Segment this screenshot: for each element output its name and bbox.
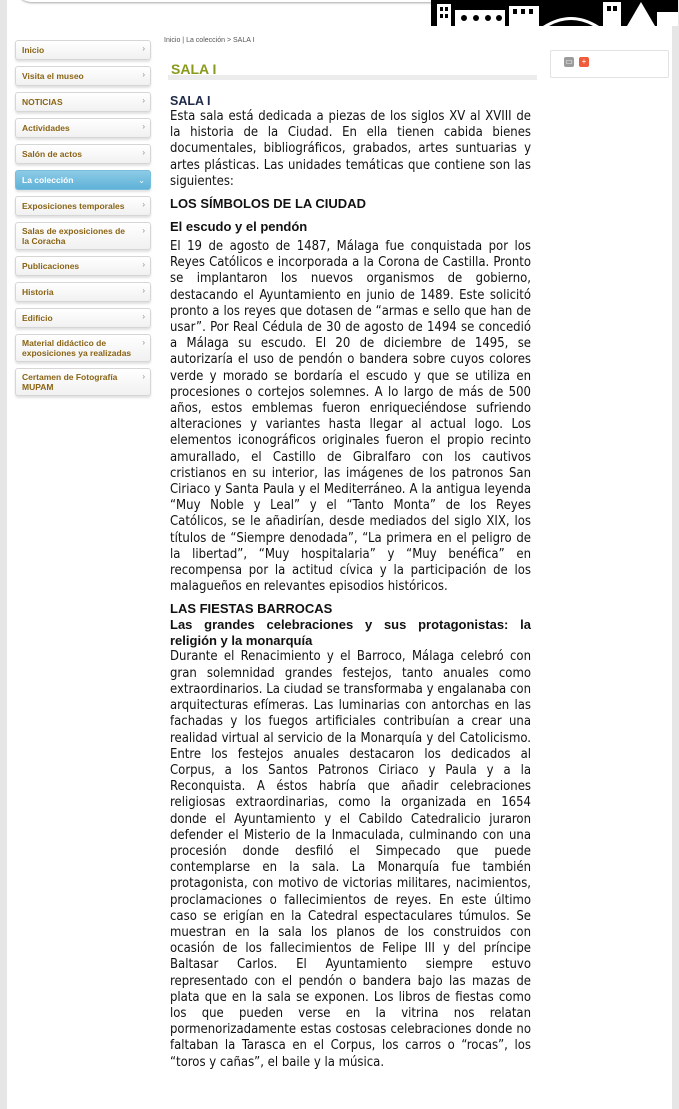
sidebar-item-label: Historia — [22, 287, 54, 297]
chevron-right-icon: › — [142, 226, 145, 235]
breadcrumb-current: SALA I — [233, 37, 255, 44]
sidebar-item-label: Publicaciones — [22, 261, 80, 271]
plus-icon[interactable]: + — [579, 57, 589, 67]
sidebar-item-label: Material didáctico de exposiciones ya realizadas — [22, 338, 132, 358]
sidebar-item-publicaciones[interactable] — [15, 256, 151, 276]
section-subtitle-escudo: El escudo y el pendón — [170, 219, 308, 235]
chevron-down-icon: ⌄ — [138, 176, 145, 185]
sidebar-item-label: Inicio — [22, 45, 45, 55]
sidebar-item-exposiciones[interactable] — [15, 196, 151, 216]
sidebar-item-material[interactable] — [15, 334, 151, 362]
share-tools — [550, 50, 669, 78]
chevron-right-icon: › — [142, 286, 145, 295]
page-title: SALA I — [171, 61, 217, 77]
sidebar-item-coleccion[interactable] — [15, 170, 151, 190]
sidebar-item-salon[interactable] — [15, 144, 151, 164]
breadcrumb-collection-link[interactable]: La colección — [186, 37, 225, 44]
sidebar-item-label: Salas de exposiciones de la Coracha — [22, 226, 125, 246]
sidebar-item-label: Actividades — [22, 123, 70, 133]
sidebar-nav — [15, 40, 153, 402]
chevron-right-icon: › — [142, 70, 145, 79]
chevron-right-icon: › — [142, 148, 145, 157]
city-skyline-logo — [431, 0, 678, 26]
sidebar-item-label: Exposiciones temporales — [22, 201, 125, 211]
sidebar-item-actividades[interactable] — [15, 118, 151, 138]
chevron-right-icon: › — [142, 200, 145, 209]
sidebar-item-coracha[interactable] — [15, 222, 151, 250]
sidebar-item-label: La colección — [22, 175, 74, 185]
article-content — [170, 94, 531, 1071]
section-subtitle-celebraciones: Las grandes celebraciones y sus protagonistas: la religión y la monarquía — [170, 617, 531, 649]
breadcrumb-separator: | — [182, 37, 185, 44]
section-title-symbols: LOS SÍMBOLOS DE LA CIUDAD — [170, 196, 366, 212]
chevron-right-icon: › — [142, 260, 145, 269]
sidebar-item-noticias[interactable] — [15, 92, 151, 112]
breadcrumb-arrow: > — [226, 37, 232, 44]
header-bar — [7, 0, 672, 30]
sidebar-item-edificio[interactable] — [15, 308, 151, 328]
breadcrumb-home-link[interactable]: Inicio — [164, 37, 181, 44]
section-paragraph-symbols: El 19 de agosto de 1487, Málaga fue conquistada por los Reyes Católicos e incorporada a la Corona de Castilla. Pronto se implantaron los nuevos organismos de gobierno, destacando el Ayuntamiento en junio de 1489. Este solicitó pronto a los reyes que dotasen de “armas e sello que han de usar”. Por Real Cédula de 30 de agosto de 1494 se concedió a Málaga su escudo. El 20 de diciembre de 1495, se autorizaría el uso de pendón o bandera sobre cuyos colores verde y morado se bordaría el escudo y que se utiliza en procesiones o cortejos solemnes. A lo largo de más de 500 años, estos emblemas fueron enriqueciéndose sufriendo alteraciones y variantes hasta llegar al actual logo. Los elementos iconográficos originales fueron el propio recinto amurallado, el Castillo de Gibralfaro con los cautivos cristianos en su interior, las imágenes de los patronos San Ciriaco y Santa Paula y el Mediterráneo. A la antigua leyenda “Muy Noble y Leal” y el “Tanto Monta” de los Reyes Católicos, se le añadirían, desde mediados del siglo XIX, los títulos de “Siempre denodada”, “La primera en el peligro de la libertad”, “Muy hospitalaria” y “Muy benéfica” en recompensa por la actitud cívica y la participación de los malagueños en relevantes episodios históricos. — [170, 239, 531, 595]
page-container — [7, 0, 672, 1109]
printer-icon[interactable]: ▭ — [565, 57, 573, 66]
chevron-right-icon: › — [142, 122, 145, 131]
intro-paragraph: Esta sala está dedicada a piezas de los siglos XV al XVIII de la historia de la Ciudad. En ella tienen cabida bienes documentales, bibliográficos, grabados, artes suntuarias y artes plásticas. Las unidades temáticas que contiene son las siguientes: — [170, 109, 531, 189]
chevron-right-icon: › — [142, 372, 145, 381]
chevron-right-icon: › — [142, 44, 145, 53]
sidebar-item-inicio[interactable] — [15, 40, 151, 60]
breadcrumb — [164, 37, 254, 44]
sidebar-item-visita[interactable] — [15, 66, 151, 86]
sidebar-item-label: Edificio — [22, 313, 53, 323]
sidebar-item-label: NOTICIAS — [22, 97, 63, 107]
chevron-right-icon: › — [142, 312, 145, 321]
chevron-right-icon: › — [142, 96, 145, 105]
sidebar-item-label: Visita el museo — [22, 71, 84, 81]
section-title-fiestas: LAS FIESTAS BARROCAS — [170, 601, 333, 617]
header-tab — [17, 0, 447, 2]
sidebar-item-label: Certamen de Fotografía MUPAM — [22, 372, 118, 392]
content-heading: SALA I — [170, 94, 211, 108]
sidebar-item-certamen[interactable] — [15, 368, 151, 396]
section-paragraph-fiestas: Durante el Renacimiento y el Barroco, Málaga celebró con gran solemnidad grandes festejos, tanto anuales como extraordinarios. La ciudad se transformaba y engalanaba con arquitecturas efímeras. Las luminarias con antorchas en las fachadas y los fuegos artificiales contribuían a crear una realidad virtual al servicio de la Monarquía y del Catolicismo. Entre los festejos anuales destacaron los dedicados al Corpus, a los Santos Patronos Ciriaco y Paula y a la Reconquista. A éstos habría que añadir celebraciones religiosas extraordinarias, como la organizada en 1654 donde el Ayuntamiento y el Cabildo Catedralicio juraron defender el Misterio de la Inmaculada, culminando con una procesión donde desfiló el Simpecado que puede contemplarse en la sala. La Monarquía fue también protagonista, con motivo de victorias militares, nacimientos, proclamaciones o fallecimientos de reyes. En este último caso se erigían en la Catedral espectaculares túmulos. Se muestran en la sala los planos de los construidos con ocasión de los fallecimientos de Felipe III y del príncipe Baltasar Carlos. El Ayuntamiento siempre estuvo representado con el pendón o bandera bajo las mazas de plata que en la sala se exponen. Los libros de fiestas como los que pueden verse en la vitrina nos relatan pormenorizadamente estas costosas celebraciones donde no faltaban la Tarasca en el Corpus, los carros o “rocas”, los “toros y cañas”, el baile y la música. — [170, 649, 531, 1070]
sidebar-item-historia[interactable] — [15, 282, 151, 302]
chevron-right-icon: › — [142, 338, 145, 347]
title-block — [168, 57, 537, 80]
sidebar-item-label: Salón de actos — [22, 149, 82, 159]
